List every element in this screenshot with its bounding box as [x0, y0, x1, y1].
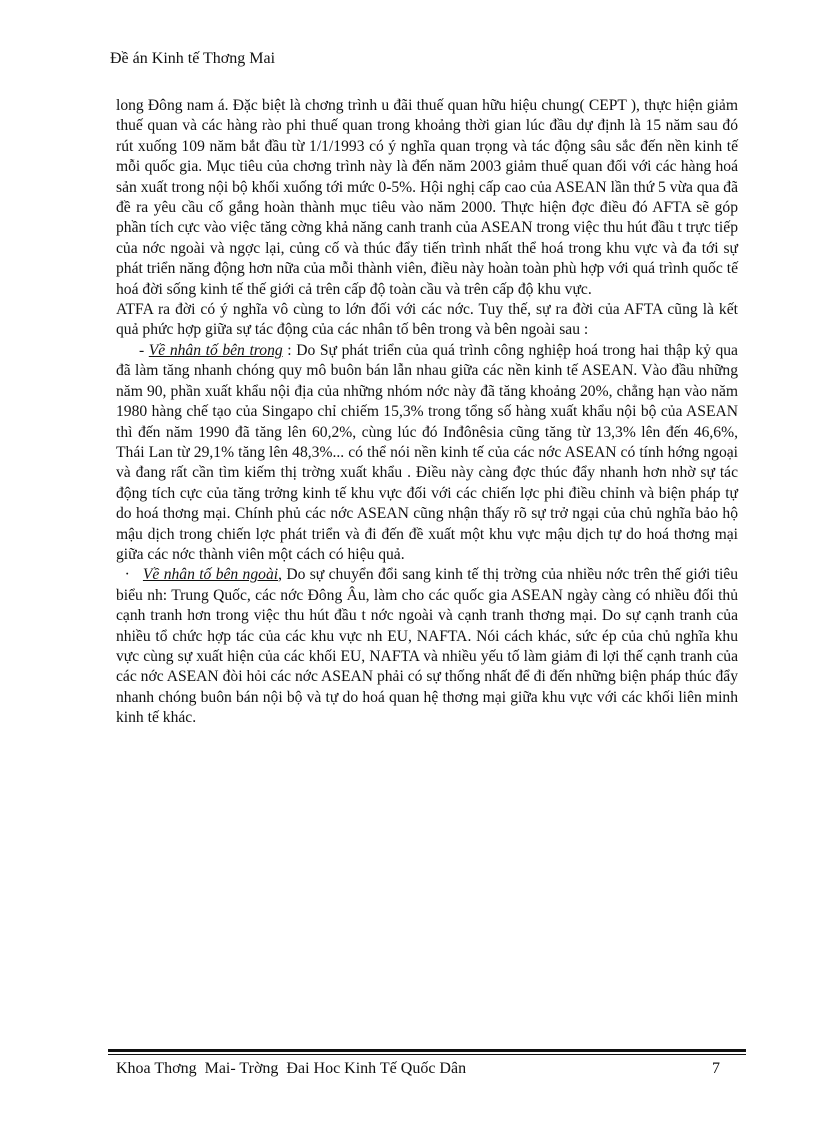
heading-internal-factors: Về nhân tố bên trong [148, 341, 283, 359]
footer-rule-thin [108, 1054, 746, 1055]
footer-rule-thick [108, 1049, 746, 1052]
paragraph-1: long Đông nam á. Đặc biệt là chơng trình u đãi thuế quan hữu hiệu chung( CEPT ), thực hiện giảm thuế quan và các hàng rào phi thuế quan trong khoảng thời gian lúc đầu dự định là 15 năm sau đó rút xuống 109 năm bắt đầu từ 1/1/1993 có ý nghĩa quan trọng và tác động sâu sắc đến nền kinh tế mỗi quốc gia. Mục tiêu của chơng trình này là đến năm 2003 giảm thuế quan đối với các hàng hoá sản xuất trong nội bộ khối xuống tới mức 0-5%. Hội nghị cấp cao của ASEAN lần thứ 5 vừa qua đã đề ra yêu cầu cố gắng hoàn thành mục tiêu vào năm 2000. Thực hiện đợc điều đó AFTA sẽ góp phần tích cực vào việc tăng cờng khả năng canh tranh của ASEAN trong việc thu hút đầu t trực tiếp của nớc ngoài và ngợc lại, củng cố và thúc đẩy tiến trình nhất thể hoá trong khu vực và đa tới sự phát triển năng động hơn nữa của mỗi thành viên, điều này hoàn toàn phù hợp với quá trình quốc tế hoá đời sống kinh tế thế giới cả trên cấp độ toàn cầu và trên cấp độ khu vực. [116, 97, 738, 298]
footer-text: Khoa Thơng Mai- Trờng Đai Hoc Kinh Tế Quốc Dân [116, 1060, 467, 1077]
paragraph-4 [116, 565, 738, 728]
heading-external-factors: Về nhân tố bên ngoài [142, 566, 279, 584]
paragraph-3 [116, 341, 738, 565]
page-header: Đề án Kinh tế Thơng Mai [110, 50, 276, 67]
paragraph-4-prefix: · [116, 566, 143, 584]
paragraph-2: ATFA ra đời có ý nghĩa vô cùng to lớn đối với các nớc. Tuy thế, sự ra đời của AFTA cũng là kết quả phức hợp giữa sự tác động của các nhân tố bên trong và bên ngoài sau : [116, 301, 738, 339]
body-text [116, 96, 738, 729]
page-footer [116, 1060, 720, 1078]
paragraph-4-text: , Do sự chuyển đổi sang kinh tế thị trờng của nhiều nớc trên thế giới tiêu biểu nh: Trung Quốc, các nớc Đông Âu, làm cho các quốc gia ASEAN ngày càng có nhiều đối thủ cạnh tranh hơn trong việc thu hút đầu t nớc ngoài và cạnh tranh thơng mại. Do sự cạnh tranh của nhiều tổ chức hợp tác của các khu vực nh EU, NAFTA. Nói cách khác, sức ép của chủ nghĩa khu vực cùng sự xuất hiện của các khối EU, NAFTA và nhiều yếu tố làm giảm đi lợi thế cạnh tranh của các nớc ASEAN đòi hỏi các nớc ASEAN phải có sự thống nhất để đi đến những biện pháp thúc đẩy nhanh chóng buôn bán nội bộ và tự do hoá quan hệ thơng mại giữa khu vực với các khối liên minh kinh tế khác. [116, 566, 738, 727]
paragraph-3-prefix: - [116, 341, 149, 359]
paragraph-3-text: : Do Sự phát triển của quá trình công nghiệp hoá trong hai thập kỷ qua đã làm tăng nhanh chóng quy mô buôn bán lẫn nhau giữa các nền kinh tế ASEAN. Vào đầu những năm 90, phần xuất khẩu nội địa của những nhóm nớc này đã tăng khoảng 20%, chẳng hạn vào năm 1980 hàng chế tạo của Singapo chỉ chiếm 15,3% trong tổng số hàng xuất khẩu nội bộ của ASEAN thì đến năm 1990 đã tăng lên 60,2%, cùng lúc đó Inđônêsia cũng tăng từ 13,3% lên đến 46,6%, Thái Lan từ 29,1% tăng lên 48,3%... có thể nói nền kinh tế của các nớc ASEAN có tính hớng ngoại và đang rất cần tìm kiếm thị trờng xuất khẩu . Điều này càng đợc thúc đẩy nhanh hơn nhờ sự tác động tích cực của tăng trởng kinh tế khu vực đối với các chiến lợc phi điều chỉnh và biện pháp tự do hoá thơng mại. Chính phủ các nớc ASEAN cũng nhận thấy rõ sự trở ngại của chủ nghĩa bảo hộ mậu dịch trong chiến lợc phát triển và đi đến đề xuất một khu vực mậu dịch tự do hoá thơng mại giữa các nớc thành viên một cách có hiệu quả. [116, 341, 738, 563]
page-number: 7 [712, 1060, 720, 1077]
